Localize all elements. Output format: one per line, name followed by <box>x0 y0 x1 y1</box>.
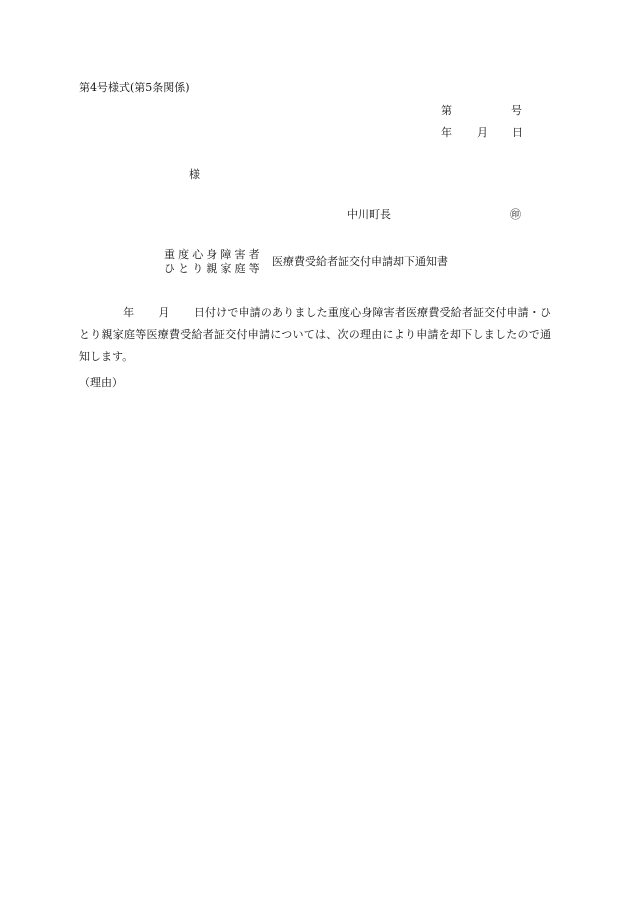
title-line-2: ひとり親家庭等 <box>164 262 263 275</box>
document-number-suffix: 号 <box>511 104 522 117</box>
seal-mark: ㊞ <box>510 208 521 221</box>
recipient-honorific: 様 <box>189 168 200 181</box>
title-stacked <box>164 248 263 276</box>
notice-body <box>79 302 551 368</box>
document-title: 医療費受給者証交付申請却下通知書 <box>272 255 448 268</box>
date-year-label: 年 <box>441 126 452 139</box>
issuer-name: 中川町長 <box>347 208 391 221</box>
form-number: 第4号様式(第5条関係) <box>79 81 190 94</box>
body-month-label: 月 <box>158 306 170 319</box>
body-year-label: 年 <box>123 306 135 319</box>
date-month-label: 月 <box>477 126 488 139</box>
title-line-1: 重度心身障害者 <box>164 248 263 261</box>
date-day-label: 日 <box>512 126 523 139</box>
reason-label: （理由） <box>79 376 123 389</box>
body-text: 日付けで申請のありました重度心身障害者医療費受給者証交付申請・ひとり親家庭等医療費受給者証交付申請については、次の理由により申請を却下しましたので通知します。 <box>79 306 552 363</box>
document-number-prefix: 第 <box>441 104 452 117</box>
